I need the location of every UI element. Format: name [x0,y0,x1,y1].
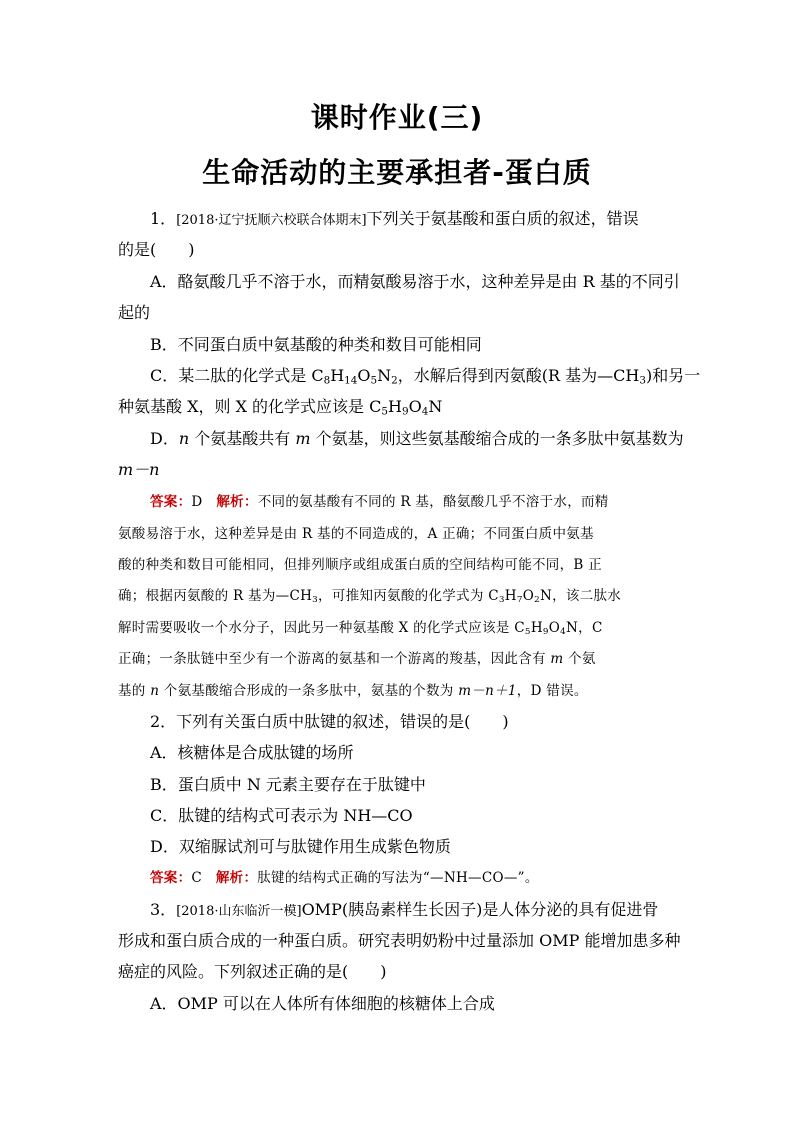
q1-option-c-text: 种氨基酸 X，则 X 的化学式应该是 C [118,397,382,416]
var-n: n [150,683,160,699]
q1-option-d [150,425,684,453]
q1-option-d-cont: m－n [118,460,160,479]
q1-line-1 [150,205,639,235]
q1-stem: 下列关于氨基酸和蛋白质的叙述，错误 [366,209,639,228]
subscript: 4 [560,627,567,638]
subscript: 8 [323,374,331,387]
q1-source: [2018·辽宁抚顺六校联合体期末] [176,213,367,228]
expression: m－n＋1 [458,683,517,699]
q1-option-a: A．酪氨酸几乎不溶于水，而精氨酸易溶于水，这种差异是由 R 基的不同引 [150,272,680,291]
q1-option-d-text: D． [150,429,179,448]
answer-value: D [191,494,217,510]
explanation-text: 不同的氨基酸有不同的 R 基，酪氨酸几乎不溶于水，而精 [257,494,609,510]
answer-value: C [191,870,216,886]
answer-1-line-3: 酸的种类和数目可能相同，但排列顺序或组成蛋白质的空间结构可能不同，B 正 [118,557,603,573]
explanation-text: 个氨基酸缩合形成的一条多肽中，氨基的个数为 [159,683,459,699]
subscript: 14 [344,374,358,387]
q1-option-c-text: ，水解后得到丙氨酸(R 基为—CH [397,366,640,385]
q3-source: [2018·山东临沂一模] [176,904,302,919]
var-n: n [178,429,190,448]
explanation-text: N，该二肽水 [540,588,622,604]
answer-1-line-1 [150,488,609,516]
var-m: m [550,651,564,667]
formula-o: O [522,588,535,604]
formula-o: O [408,397,422,416]
page-subtitle: 生命活动的主要承担者-蛋白质 [202,156,592,189]
subscript: 9 [542,627,549,638]
q2-option-c: C．肽键的结构式可表示为 NH—CO [150,806,413,825]
formula-h: H [530,620,543,636]
q3-stem: OMP(胰岛素样生长因子)是人体分泌的具有促进骨 [301,900,659,919]
q1-option-c-text: C．某二肽的化学式是 C [150,366,324,385]
subscript: 2 [391,374,398,387]
formula-n: N [428,397,443,416]
explanation-text: 个氨 [563,651,596,667]
q2-option-d: D．双缩脲试剂可与肽键作用生成紫色物质 [150,837,451,856]
subscript: 3 [498,595,505,606]
formula-h: H [388,397,402,416]
q1-line-2: 的是( ) [118,240,195,259]
q1-option-d-text: 个氨基酸共有 [189,429,296,448]
q3-number: 3． [150,900,177,919]
subscript: 5 [524,627,531,638]
answer-label: 答案： [150,870,192,886]
q3-line-3: 癌症的风险。下列叙述正确的是( ) [118,962,387,981]
q2-stem: 2．下列有关蛋白质中肽键的叙述，错误的是( ) [150,712,509,731]
answer-1-line-6 [118,645,596,673]
q2-option-b: B．蛋白质中 N 元素主要存在于肽键中 [150,775,426,794]
explanation-text: 肽键的结构式正确的写法为“—NH—CO—”。 [257,870,539,886]
explanation-text: 正确；一条肽链中至少有一个游离的氨基和一个游离的羧基，因此含有 [118,651,551,667]
formula-h: H [330,366,345,385]
subscript: 9 [401,405,409,418]
q1-number: 1． [150,209,177,228]
subscript: 4 [421,405,429,418]
q1-option-c [150,362,700,395]
explanation-text: ，D 错误。 [516,683,588,699]
explanation-text: N，C [566,620,603,636]
q2-option-a: A．核糖体是合成肽键的场所 [150,743,354,762]
q3-line-1 [150,896,658,926]
answer-1-line-7 [118,677,588,705]
q1-option-c-cont [118,393,442,426]
subscript: 5 [370,374,378,387]
q3-line-2: 形成和蛋白质合成的一种蛋白质。研究表明奶粉中过量添加 OMP 能增加患多种 [118,931,681,950]
formula-h: H [504,588,517,604]
q1-option-a-cont: 起的 [118,303,151,322]
answer-label: 答案： [150,494,192,510]
subscript: 3 [639,374,646,387]
explanation-label: 解析： [215,870,258,886]
explanation-text: 确；根据丙氨酸的 R 基为—CH [118,588,313,604]
q1-option-b: B．不同蛋白质中氨基酸的种类和数目可能相同 [150,335,482,354]
subscript: 7 [516,595,523,606]
answer-1-line-2: 氨酸易溶于水，这种差异是由 R 基的不同造成的，A 正确；不同蛋白质中氨基 [118,526,594,542]
formula-o: O [357,366,371,385]
explanation-label: 解析： [216,494,258,510]
formula-o: O [548,620,561,636]
subscript: 2 [534,595,540,606]
var-m: m [295,429,311,448]
explanation-text: 基的 [118,683,151,699]
subscript: 3 [312,595,319,606]
formula-n: N [377,366,392,385]
answer-1-line-5 [118,614,603,646]
answer-2 [150,864,539,892]
answer-1-line-4 [118,582,621,614]
explanation-text: 解时需要吸收一个水分子，因此另一种氨基酸 X 的化学式应该是 C [118,620,525,636]
q1-option-c-text: )和另一 [645,366,701,385]
q1-option-d-text: 个氨基，则这些氨基酸缩合成的一条多肽中氨基数为 [310,429,684,448]
q3-option-a: A．OMP 可以在人体所有体细胞的核糖体上合成 [150,994,495,1013]
subscript: 5 [381,405,388,418]
explanation-text: ，可推知丙氨酸的化学式为 C [318,588,499,604]
page-title: 课时作业(三) [310,101,484,134]
